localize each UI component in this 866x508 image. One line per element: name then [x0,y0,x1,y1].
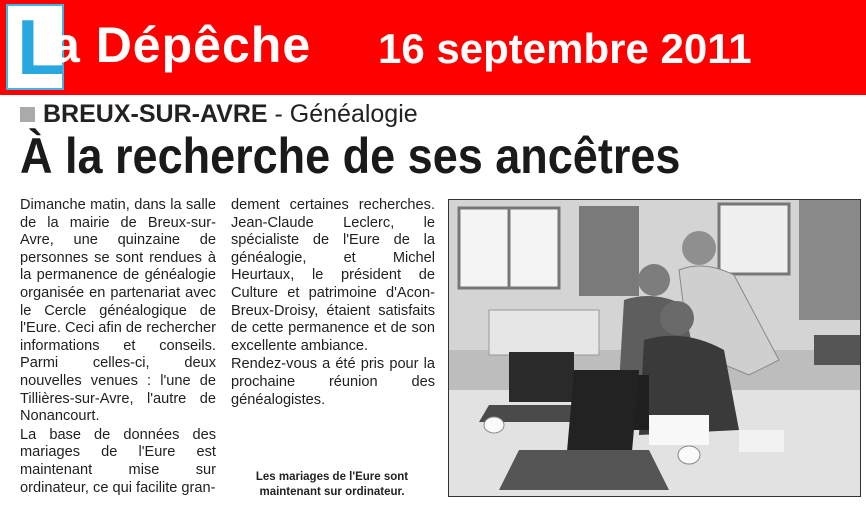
photo-caption: Les mariages de l'Eure sont maintenant sur ordinateur. [255,471,409,498]
kicker-square-icon [20,107,35,122]
paragraph: dement certaines recherches. Jean-Claude Leclerc, le spécialiste de l'Eure de la généalogie, et Michel Heurtaux, le président de Culture et patrimoine d'Acon-Breux-Droisy, étaient satisfaits de cette permanence et de son excellente ambiance. [231,197,435,354]
masthead-banner [0,0,866,95]
article-column-1 [20,197,216,497]
article-kicker [20,100,418,128]
brand-name: a Dépêche [52,17,312,73]
kicker-section: Généalogie [289,99,418,128]
kicker-place: BREUX-SUR-AVRE [43,99,268,128]
kicker-separator: - [267,99,290,128]
paragraph: La base de données des mariages de l'Eure est maintenant mise sur ordinateur, ce qui facilite gran- [20,426,216,496]
publication-date: 16 septembre 2011 [378,25,752,72]
article-column-2 [231,197,435,409]
photo-illustration [449,200,861,497]
paragraph: Rendez-vous a été pris pour la prochaine réunion des généalogistes. [231,356,435,408]
article-photo [448,199,861,497]
article-headline: À la recherche de ses ancêtres [20,128,681,184]
logo-letter: L [17,3,65,91]
paragraph: Dimanche matin, dans la salle de la mairie de Breux-sur-Avre, une quinzaine de personnes se sont rendues à la permanence de généalogie organisée en partenariat avec le Cercle généalogique de l'Eure. Ceci afin de rechercher informations et conseils. Parmi celles-ci, deux nouvelles venues : l'une de Tillières-sur-Avre, l'autre de Nonancourt. [20,197,216,425]
